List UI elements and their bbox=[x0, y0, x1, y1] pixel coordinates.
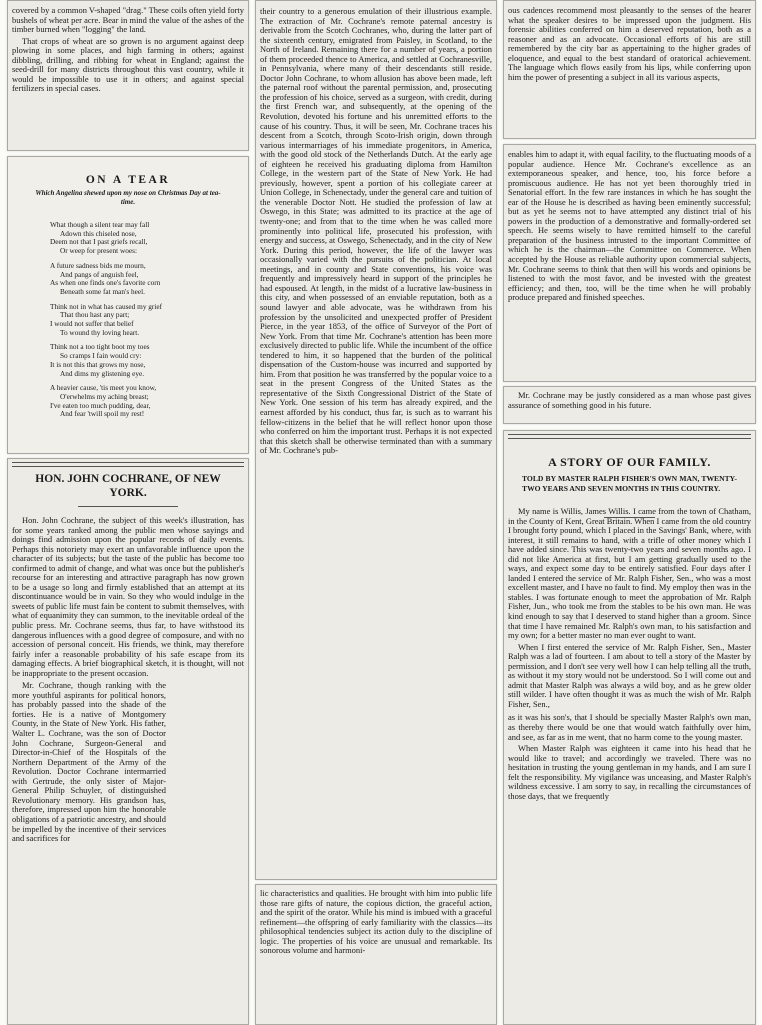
clipping-cochrane-characteristics bbox=[255, 884, 497, 1025]
poem-line: As when one finds one's favorite corn bbox=[50, 278, 161, 288]
poem-line: Think not in what has caused my grief bbox=[50, 301, 163, 311]
clipping-conclusion bbox=[503, 386, 756, 424]
story-paragraph-4: When Master Ralph was eighteen it came into his head that he would like to travel; and accordingly we traveled. There was no hesitation in trusting the young gentleman in my hands, and I am sure I felt the responsibility. My vigilance was unceasing, and Master Ralph's wildness excessive. I am sorry to say, in recalling the circumstances of those days, that we frequently bbox=[508, 743, 751, 801]
story-rule bbox=[508, 434, 751, 439]
clipping-story bbox=[503, 430, 756, 1025]
poem-line: A heavier cause, 'tis meet you know, bbox=[50, 383, 157, 393]
poem-line: And fear 'twill spoil my rest! bbox=[60, 409, 145, 419]
clipping-farming bbox=[7, 0, 249, 151]
poem-title: ON A TEAR bbox=[85, 174, 171, 186]
poem-line: And dims my glistening eye. bbox=[60, 368, 145, 378]
poem-stanzas bbox=[50, 221, 162, 419]
clipping-cochrane-bio bbox=[7, 458, 249, 1025]
cochrane-continued-text: their country to a generous emulation of their illustrious example. The extraction of Mr. Cochrane's remote paternal ancestry is derivable from the Scotch Cochranes, who, during the latter part of the sixteenth century, emigrated from Paisley, in Scotland, to the North of Ireland. Remaining there for a number of years, a portion of them proceeded thence to America, and settled at Cochranesville, in Pennsylvania, where many of their descendants still reside. Doctor John Cochrane, to whom allusion has above been made, left the paternal roof without the parental permission, and, prosecuting the profession of his choice, served as a surgeon, with credit, during the first French war, and subsequently, at the opening of the Revolution, devoted his fortune and his unremitted efforts to the cause of his country. Thus, it will be seen, Mr. Cochrane traces his descent from a Scotch, through Scoto-Irish origin, down through various intermarriages of his immediate progenitors, in America, with the good old stock of the Netherlands Dutch. At the early age of eighteen he received his graduating diploma from Hamilton College, in the western part of the State of New York. He had previously, however, spent a portion of his collegiate career at Union College, in Schenectady, under the general care and tuition of the venerable Doctor Nott. He studied the profession of law at Oswego, in this State; was admitted to its practice at the age of twenty-one; and from that to the time when he was called more prominently into political life, prosecuted his profession, with energy and success, at Oswego, Schenectady, and in the city of New York. During this period, however, the life of the lawyer was occasionally varied with the pursuits of the politician. At local meetings, and in county and State conventions, his voice was frequently and impressively heard in support of the principles he had espoused. At length, in the midst of a lucrative law-business in this city, and when possessed of an enviable reputation, both as a sound lawyer and able advocate, was he withdrawn from his profession by the unsolicited and unexpected proffer of President Pierce, in the year 1853, of the office of Surveyor of the Port of New York. From that time Mr. Cochrane's attention has been more exclusively directed to public life. While the incumbent of the office tendered to him, it so happened that the burden of the political dispensation of the Custom-house was incurred and supported by him. From that position he was transferred by the popular voice to a seat in the present Congress of the United States as the representative of the Sixth Congressional District of the State of New York. One session of his term has already expired, and the earnest afforded by his conduct, thus far, is such as to warrant his fellow-citizens in the belief that he will reflect honor upon those who conferred on him the important trust. Perhaps it is not expected that this sketch shall be otherwise terminated than with a summary of Mr. Cochrane's pub- bbox=[260, 6, 492, 456]
senatorial-text: enables him to adapt it, with equal facility, to the fluctuating moods of a popular audience. Hence Mr. Cochrane's excellence as an extemporaneous speaker, and hence, too, his force before a promiscuous audience. He has not yet been thoroughly tried in Senatorial effort. In the few rare instances in which he has sought the ear of the House he is described as having been eminently successful; but as yet he seems not to have attempted any distinct trial of his powers in the production of a demonstrative and formally-ordered set speech. He seems wisely to have remitted himself to the careful preparation of the business intrusted to the important Committee of which he is the chairman—the Committee on Commerce. When accepted by the House as reliable authority upon commercial subjects, Mr. Cochrane seems to think that then will his words and opinions be listened to with the most favor, and be invested with the greatest efficiency; and then, too, will be the time when he will probably produce prepared and finished speeches. bbox=[508, 149, 751, 303]
oratory-text: ous cadences recommend most pleasantly to the senses of the hearer what the speaker desires to be impressed upon the judgment. His forensic abilities conferred on him a deserved reputation, both as a reasoner and as an advocate. Occasional efforts of his are still remembered by the city bar as appertaining to the higher grades of eloquence, and equal to the best standard of oratorical achievement. The language which flows easily from his lips, while conferring upon him the power of presenting a subject in all its various aspects, bbox=[508, 5, 751, 82]
clipping-oratory bbox=[503, 0, 756, 139]
poem-line: That thou hast any part; bbox=[60, 310, 130, 320]
poem-line: A future sadness bids me mourn, bbox=[50, 260, 146, 270]
cochrane-paragraph-2: Mr. Cochrane, though ranking with the more youthful aspirants for political honors, has probably passed into the shade of the forties. He is a native of Montgomery County, in the State of New York. His father, Walter L. Cochrane, was the son of Doctor John Cochrane, Surgeon-General and Director-in-Chief of the Hospitals of the Northern Department of the Army of the Revolution. Doctor Cochrane intermarried with Gertrude, the only sister of Major-General Philip Schuyler, of distinguished Revolutionary memory. His grandson has, therefore, impressed upon him the honorable obligations of a patriotic ancestry, and should be impelled by the incentive of their services and sacrifices for bbox=[12, 680, 166, 844]
poem-line: What though a silent tear may fall bbox=[50, 220, 150, 229]
poem-line: And pangs of anguish feel, bbox=[60, 269, 139, 279]
poem-line: Think not a too tight boot my toes bbox=[50, 342, 150, 352]
characteristics-text: lic characteristics and qualities. He brought with him into public life those rare gifts of nature, the copious diction, the graceful action, and the spirit of the orator. While his mind is imbued with a graceful refinement—the offspring of early familiarity with the classics—its philosophical tendencies subject its action duly to the discipline of logic. The properties of his voice are unusual and remarkable. Its sonorous volume and harmoni- bbox=[260, 888, 492, 956]
story-paragraph-1: My name is Willis, James Willis. I came from the town of Chatham, in the County of Kent, Great Britain. When I came from the old country I brought forty pound, which I placed in the Savings' Bank, where, with interest, it still remains to hand, with a trifle of other money which I have added since. This was twenty-two years and seven months ago. I did not like America at first, but I am getting gradually used to the ways, and expect some day to be entirely satisfied. Four days after I landed I entered the service of Mr. Ralph Fisher, Sen., who was a most excellent master, and I have no fault to find. My employ then was in the stables. I was fortunate enough to meet the approbation of Mr. Ralph Fisher, Jun., who took me from the stables to be his own man. He was kind enough to say that I deserved to stand higher than a groom. Since that time I have remained Mr. Ralph's own man, to his satisfaction and my own; for a better master no man ever ought to want. bbox=[508, 506, 751, 641]
cochrane-paragraph-1: Hon. John Cochrane, the subject of this week's illustration, has for some years ranked among the public men whose sayings and doings find admission upon the popular records of daily events. Perhaps this notoriety may exert an unfavorable influence upon the character of its subjects; but the taste of the public has become too confirmed to admit of change, and what was once but the publisher's recourse for an interesting and attractive paragraph has now grown to be a usage so long and firmly established that an attempt at its discontinuance would be in vain. So they who would indulge in the sweets of public life must fain be content to submit themselves, with what of equanimity they can summon, to the inevitable ordeal of the public press. Mr. Cochrane seems, thus far, to have withstood its dangerous influences with a good degree of composure, and with no accession of personal conceit. His friends, we think, may therefore fairly infer a reasonable probability of his safe escape from its damaging effects. A brief biographical sketch, it is thought, will not be inappropriate to the present occasion. bbox=[12, 515, 244, 678]
story-title: A STORY OF OUR FAMILY. bbox=[548, 455, 711, 469]
farming-paragraph-1: covered by a common V-shaped "drag." These coils often yield forty bushels of wheat per acre. Bear in mind the value of the ashes of the timber burned when "logging" the land. bbox=[12, 5, 244, 35]
poem-line: Or weep for present woes: bbox=[60, 246, 137, 256]
poem-line: Beneath some fat man's heel. bbox=[60, 286, 145, 296]
poem-line: So cramps I fain would cry: bbox=[60, 351, 142, 361]
poem-line: I would not suffer that belief bbox=[50, 319, 134, 329]
poem-line: Deem not that I past griefs recall, bbox=[50, 237, 148, 247]
title-rule bbox=[78, 506, 178, 507]
poem-line: It is not this that grows my nose, bbox=[50, 359, 146, 369]
section-rule bbox=[12, 462, 244, 467]
poem-line: To wound thy loving heart. bbox=[60, 327, 140, 337]
poem-line: Adown this chiseled nose, bbox=[60, 228, 137, 238]
story-paragraph-2: When I first entered the service of Mr. Ralph Fisher, Sen., Master Ralph was a lad of fourteen. I am about to tell a story of the Master by permission, and I don't see very well how I can help telling all the truth, as without it my story would not be understood. So I will come out and admit that Master Ralph was always a wild boy, and as he grew older still wilder. I have often thought it was as much the wish of Mr. Ralph Fisher, Sen., bbox=[508, 641, 751, 709]
subtitle-rule bbox=[604, 517, 655, 518]
cochrane-title: HON. JOHN COCHRANE, OF NEW YORK. bbox=[35, 473, 221, 499]
poem-line: I've eaten too much pudding, dear, bbox=[50, 400, 151, 410]
poem-line: O'erwhelms my aching breast; bbox=[60, 391, 149, 401]
story-subtitle: TOLD BY MASTER RALPH FISHER'S OWN MAN, TWENTY-TWO YEARS AND SEVEN MONTHS IN THIS COUNTRY. bbox=[522, 474, 737, 493]
story-paragraph-3: as it was his son's, that I should be specially Master Ralph's own man, as thereby there would be one that would watch faithfully over him, and see, as far as in me went, that no harm come to the young master. bbox=[508, 712, 751, 742]
farming-paragraph-2: That crops of wheat are so grown is no argument against deep plowing in some places, and high farming in others; against dibbling, drilling, and ribbing for wheat in England; against the seed-drill for many districts throughout this vast country, while it would be impossible to use it in others; and against special fertilizers in special cases. bbox=[12, 35, 244, 94]
clipping-poem bbox=[7, 156, 249, 454]
conclusion-text: Mr. Cochrane may be justly considered as a man whose past gives assurance of something good in his future. bbox=[508, 390, 751, 410]
poem-subtitle: Which Angelina shewed upon my nose on Christmas Day at tea-time. bbox=[35, 189, 221, 206]
clipping-cochrane-continued bbox=[255, 0, 497, 880]
clipping-senatorial bbox=[503, 144, 756, 382]
